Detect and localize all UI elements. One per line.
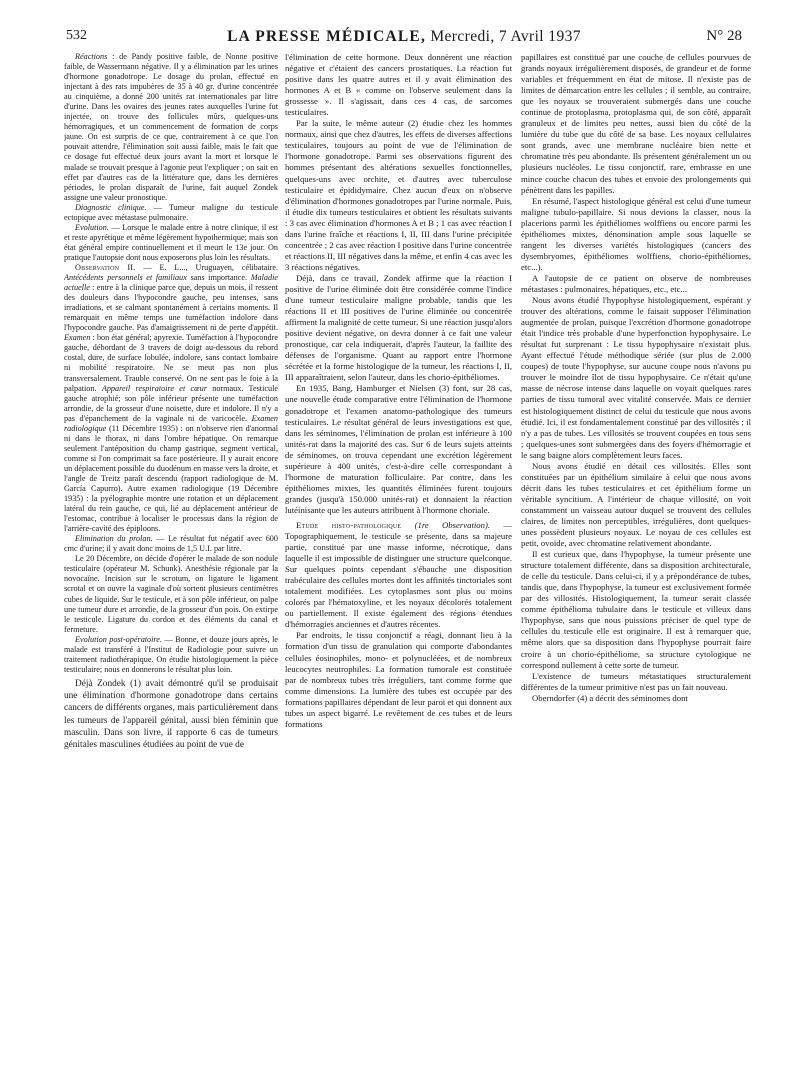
column-3 <box>521 52 751 1076</box>
text: : entre à la clinique parce que, depuis un mois, il ressent des douleurs dans l'hypocondre gauche, peu intenses, sans irradiations, et se calmant spontanément à certains moments. Il remarquait en même temps une tuméfaction indolore dans l'hypocondre gauche. Pas d'amaigrissement ni de perte d'appétit. <box>64 283 278 333</box>
page-number: 532 <box>66 28 87 43</box>
paragraph: Il est curieux que, dans l'hypophyse, la tumeur présente une structure totalement différente, dans sa disposition architecturale, de celle du testicule. Dans celui-ci, il y a prépondérance de tubes, tandis que, dans l'hypophyse, la tumeur est exclusivement formée par des villosités. Histologiquement, la tumeur serait classée comme épithélioma tubulaire dans le testicule et villeux dans l'hypophyse, sans que nous puissions préciser de quel type de cellules du testicule elle est originaire. Il est à remarquer que, même alors que sa disposition dans l'hypophyse pourrait faire croire à un chorio-épithéliome, sa structure cytologique ne correspond nullement à cette sorte de tumeur. <box>521 549 751 670</box>
text: (11 Décembre 1935) : on n'observe rien d'anormal ni dans le thorax, ni dans l'ombre hépatique. On remarque seulement l'antéposition du champ gastrique, segment vertical, comme si l'on comprimait sa face postérieure. Il y aurait encore un déplacement possible du duodénum en masse vers la droite, et l'angle de Treitz paraît descendu (rapport radiologique de M. García Capurro). Autre examen radiologique (19 Décembre 1935) : la pyélographie montre une rotation et un déplacement latéral du rein gauche, ce qui, lié au déplacement antérieur de l'estomac, contribue à localiser le processus dans la région de l'arrière-cavité des épiploons. <box>64 423 278 534</box>
paragraph <box>64 635 278 675</box>
label: Diagnostic clinique. <box>75 202 147 212</box>
paragraph: Le 20 Décembre, on décide d'opérer le malade de son nodule testiculaire (opérateur M. Schunk). Anesthésie régionale par la novocaïne. Incision sur le scrotum, on ligature le ligament scrotal et on ouvre la vaginale d'où sortent plusieurs centimètres cubes de liquide. Sur le testicule, et à son pôle inférieur, on palpe une tumeur dure et arrondie, de la grosseur d'un pois. On extirpe le testicule. Ligature du cordon et des éléments du canal et fermeture. <box>64 554 278 634</box>
text: — Le résultat fut négatif avec 600 cmc d'urine; il y avait donc moins de 1,5 U.I. par litre. <box>64 534 278 554</box>
paragraph: En 1935, Bang, Hamburger et Nielsen (3) font, sur 28 cas, une nouvelle étude comparative entre l'élimination de l'hormone gonadotrope et l'examen anatomo-pathologique des tumeurs testiculaires. Le résultat général de leurs investigations est que, dans les séminomes, l'élimination de prolan est inférieure à 100 unités-rat dans la majorité des cas. Sur 6 de leurs sujets atteints de séminomes, on trouva cependant une excrétion légèrement supérieure à 400 unités, c'est-à-dire celle correspondant à l'hormone de maturation folliculaire. Par contre, dans les épithéliomes mixtes, les quantités éliminées furent toujours grandes (jusqu'à 150.000 unités-rat) et donnaient la réaction lutéinisante que les auteurs attribuent à l'hormone choriale. <box>285 383 512 515</box>
label: Examen radiologique <box>64 413 278 433</box>
paragraph: Déjà, dans ce travail, Zondek affirme que la réaction I positive de l'urine éliminée doit être considérée comme l'indice d'une tumeur testiculaire maligne probable, tandis que les réactions II et III positives de l'urine éliminée ou concentrée affirment la malignité de cette tumeur. Si une réaction jusqu'alors positive devient négative, on devra donner à ce fait une valeur pronostique, car cela indiquerait, d'après l'auteur, la faillite des défenses de l'organisme. Quant au rapport entre l'hormone sécrétée et la forme histologique de la tumeur, les réactions I, II, III apparaîtraient, selon l'auteur, dans les chorio-épithéliomes. <box>285 272 512 383</box>
paragraph <box>64 263 278 534</box>
text: — Topographiquement, le testicule se présente, dans sa majeure partie, constitué par une masse informe, nécrotique, dans laquelle il est impossible de distinguer une structure quelconque. Sur quelques points cependant s'ébauche une disposition trabéculaire des cellules mortes dont les affinités tinctoriales sont totalement modifiées. Les cytoplasmes sont plus ou moins colorés par l'hématoxyline, et les noyaux décolorés totalement ou partiellement. Il existe également des régions étendues d'hémorragies anciennes et d'autres récentes. <box>285 519 512 630</box>
paragraph <box>64 534 278 554</box>
text: — Tumeur maligne du testicule ectopique avec métastase pulmonaire. <box>64 202 278 222</box>
label: Antécédents personnels et familiaux <box>64 273 187 283</box>
label: Appareil respiratoire et cœur <box>101 383 207 393</box>
text: : bon état général; apyrexie. Tuméfaction à l'hypocondre gauche, débordant de 3 travers de doigt au-dessous du rebord costal, dure, de surface lobulée, indolore, sans contact lombaire ni mobilité respiratoire. Ne se meut pas non plus transversalement. Trauble conservé. On ne sent pas le foie à la palpation. <box>64 333 278 393</box>
text: — Lorsque le malade entre à notre clinique, il est et reste apyrétique et même légèrement hypothermique; mais son état général empire continuellement et il meurt le 13e jour. On pratique l'autopsie dont nous exposerons plus loin les résultats. <box>64 222 278 262</box>
label: Evolution. <box>75 222 109 232</box>
text: normaux. Testicule gauche atrophié; son pôle inférieur présente une tuméfaction arrondie, de la grosseur d'une noisette, dure et indolore. Il n'y a pas d'épanchement de la vaginale ni de varicocèle. <box>64 383 278 423</box>
label: Evolution post-opératoire. <box>75 634 162 644</box>
text: : de Pandy positive faible, de Nonne positive faible, de Wassermann négative. Il y a élimination par les urines d'hormone gonadotrope. Le dosage du prolan, effectué en injectant à des rats impubères de 35 à 40 gr. d'urine concentrée au cinquième, a donné 200 unités rat internationales par litre d'urine. Dans les ovaires des jeunes rates auxquelles l'urine fut injectée, on trouve des follicules mûrs, quelques-uns hémorragiques, et un commencement de formation de corps jaune. On est surpris de ce que, contrairement à ce que l'on pouvait attendre, l'élimination soit aussi faible, mais le fait que ce dosage fut effectué deux jours avant la mort et lorsque le malade se trouvait presque à l'agonie peut l'expliquer ; on sait en effet par d'autres cas de la littérature que, dans les dernières périodes, le prolan disparaît de l'urine, fait auquel Zondek assigne une valeur pronostique. <box>64 52 278 202</box>
label: Examen <box>64 333 91 343</box>
paragraph: papillaires est constitué par une couche de cellules pourvues de grands noyaux irrégulièrement disposés, de grandeur et de forme variables et fréquemment en état de mitose. Il n'existe pas de limites de démarcation entre les cellules ; il semble, au contraire, que les noyaux se trouveraient submergés dans une couche continue de protoplasma, protoplasma qui, de son côté, apparaît granuleux et de limites peu nettes, aussi bien du côté de la lumière du tube que du côté de sa base. Les noyaux cellulaires sont grands, avec une membrane nucléaire bien nette et chromatine très peu abondante. Ils présentent généralement un ou plusieurs nucléoles. Le tissu conjonctif, rare, embrasse en une mince couche chacun des tubes et envoie des prolongements qui pénètrent dans les papilles. <box>521 52 751 195</box>
label: Etude histo-pathologique <box>296 519 402 530</box>
running-title <box>66 28 742 46</box>
issue-number: N° 28 <box>706 28 742 44</box>
paragraph: En résumé, l'aspect histologique général est celui d'une tumeur maligne tubulo-papillaire. Si nous devions la classer, nous la placerions parmi les épithéliomes wolffiens ou encore parmi les épithéliomes mixtes, dénomination ample sous laquelle se rangent les diverses variétés histologiques (cancers des dysembryomes, épithéliomes wolffiens, chorio-épithéliomes, etc...). <box>521 195 751 272</box>
column-1 <box>64 52 278 1076</box>
paragraph: A l'autopsie de ce patient on observe de nombreuses métastases : pulmonaires, hépatiques, etc., etc... <box>521 272 751 294</box>
paragraph <box>64 52 278 203</box>
paragraph: Oberndorfer (4) a décrit des séminomes dont <box>532 692 688 703</box>
paragraph: l'élimination de cette hormone. Deux donnèrent une réaction négative et c'étaient des cancers prostatiques. La réaction fut positive dans les quatre autres et il y avait élimination des hormones A et B « comme on l'observe seulement dans la grossesse ». Il s'agissait, dans ces 4 cas, de sarcomes testiculaires. <box>285 52 512 118</box>
paragraph: Nous avons étudié l'hypophyse histologiquement, espérant y trouver des altérations, comme le faisait supposer l'élimination augmentée de prolan, puisque l'excrétion d'hormone gonadotrope était l'indice très probable d'une hyperfonction hypophysaire. Le résultat fut surprenant : Le tissu hypophysaire n'existait plus. Ayant effectué l'étude méthodique sériée (sur plus de 2.000 coupes) de toute l'hypophyse, sur aucune coupe nous n'avons pu trouver le moindre îlot de tissu hypophysaire. Ce n'était qu'une masse de nécrose intense dans laquelle on voyait quelques rares parties de tissu tumoral avec vitalité conservée. Mais ce dernier est histologiquement distinct de celui du testicule que nous avons étudié. Ici, il est fondamentalement constitué par des villosités ; il n'y a pas de tubes. Les villosités se trouvent coupées en tous sens ; quelques-unes sont submergées dans des foyers d'hémorragie et le sang baigne alors complètement leurs faces. <box>521 295 751 460</box>
label: Maladie actuelle <box>64 273 278 293</box>
text: — Bonne, et douze jours après, le malade est transféré à l'Institut de Radiologie pour suivre un traitement radiothérapique. On étudie histologiquement la pièce testiculaire; nous en donnerons le résultat plus loin. <box>64 634 278 674</box>
paragraph <box>64 203 278 223</box>
page-header <box>66 28 742 48</box>
label: Réactions <box>75 52 108 61</box>
journal-name: LA PRESSE MÉDICALE, <box>227 28 427 45</box>
text: sans importance. <box>186 273 251 283</box>
paragraph <box>285 520 512 630</box>
label: Observation II. <box>75 262 136 272</box>
label: (1re Observation). <box>401 519 491 530</box>
paragraph: Par endroits, le tissu conjonctif a réagi, donnant lieu à la formation d'un tissu de granulation qui comporte d'abondantes cellules éosinophiles, mono- et polynucléées, et de nombreux leucocytes neutrophiles. La formation tumorale est constituée par de nombreux tubes très irréguliers, tant comme forme que comme dimensions. La lumière des tubes est occupée par des formations papillaires dépendant de leur paroi et qui donnent aux tubes un aspect bigarré. Le revêtement de ces tubes et de leurs formations <box>285 630 512 729</box>
paragraph: Par la suite, le même auteur (2) étudie chez les hommes normaux, ainsi que chez d'autres, les effets de diverses affections testiculaires, toujours au point de vue de l'élimination de l'hormone gonadotrope. Parmi ses observations figurent des hommes présentant des altérations sexuelles fonctionnelles, quelques-uns avec orchite, et d'autres avec tuberculose testiculaire et épididymaire. Chez aucun d'eux on n'observe d'élimination d'hormones gonadotropes par l'urine normale. Puis, il étudie dix tumeurs testiculaires et obtient les résultats suivants : 3 cas avec élimination d'hormones A et B ; 1 cas avec réaction I dans l'urine fraîche et réactions I, II, III dans l'urine précipitée concentrée ; 2 cas avec réaction I positive dans l'urine concentrée et réactions II, III négatives dans la même, et enfin 4 cas avec les 3 réactions négatives. <box>285 118 512 272</box>
paragraph: Déjà Zondek (1) avait démontré qu'il se produisait une élimination d'hormone gonadotrope dans certains cancers de différents organes, mais particulièrement dans les tumeurs de l'appareil génital, aussi bien féminin que masculin. Dans son livre, il rapporte 6 cas de tumeurs génitales masculines étudiées au point de vue de <box>64 678 278 751</box>
label: Elimination du prolan. <box>75 534 153 544</box>
paragraph <box>64 223 278 263</box>
issue-date: Mercredi, 7 Avril 1937 <box>430 28 581 45</box>
paragraph: L'existence de tumeurs métastatiques structuralement différentes de la tumeur primitive n'est pas un fait nouveau. <box>521 670 751 692</box>
text: — E. L..., Uruguayen, célibataire. <box>135 262 278 272</box>
column-2 <box>285 52 512 1076</box>
paragraph: Nous avons étudié en détail ces villosités. Elles sont constituées par un épithélium similaire à celui que nous avons décrit dans les tubes testiculaires et cet épithélium forme un véritable syncitium. A l'intérieur de chaque villosité, on voit constamment un vaisseau autour duquel se trouvent des cellules claires, de limites non perceptibles, irrégulières, dont quelques-unes possèdent plusieurs noyaux. Le noyau de ces cellules est petit, ovoïde, avec chromatine relativement abondante. <box>521 460 751 549</box>
